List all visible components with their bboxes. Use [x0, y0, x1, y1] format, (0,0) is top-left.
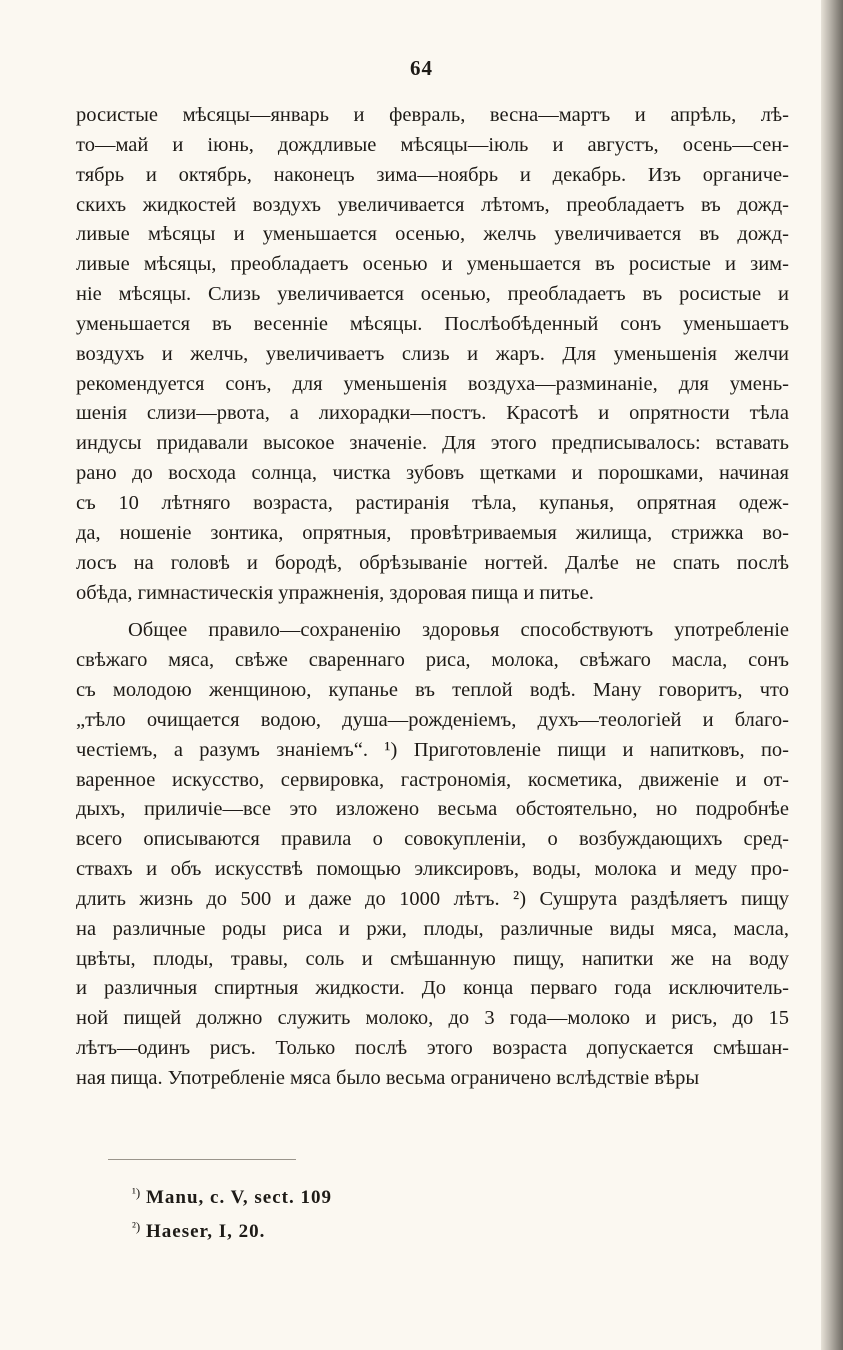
text-line: рекомендуется сонъ, для уменьшенія воздуха—разминаніе, для умень- — [76, 372, 789, 395]
text-line: варенное искусство, сервировка, гастрономія, косметика, движеніе и от- — [76, 768, 789, 791]
footnote-divider — [108, 1159, 296, 1160]
text-line: тябрь и октябрь, наконецъ зима—ноябрь и декабрь. Изъ органиче- — [76, 163, 789, 186]
text-line: и различныя спиртныя жидкости. До конца перваго года исключитель- — [76, 977, 789, 1000]
text-line: обѣда, гимнастическія упражненія, здоровая пища и питье. — [76, 581, 594, 604]
text-line: индусы придавали высокое значеніе. Для этого предписывалось: вставать — [76, 432, 789, 455]
text-line: ной пищей должно служить молоко, до 3 года—молоко и рисъ, до 15 — [76, 1007, 789, 1030]
footnote-1: $^{^1)}$ Manu, c. V, sect. 109 — [132, 1185, 333, 1208]
text-line: рано до восхода солнца, чистка зубовъ щетками и порошками, начиная — [76, 462, 789, 485]
text-line: скихъ жидкостей воздухъ увеличивается лѣтомъ, преобладаетъ въ дожд- — [76, 193, 789, 216]
text-line: да, ношеніе зонтика, опрятныя, провѣтриваемыя жилища, стрижка во- — [76, 521, 789, 544]
text-line: „тѣло очищается водою, душа—рожденіемъ, духъ—теологіей и благо- — [76, 708, 789, 731]
page-number: 64 — [410, 56, 433, 80]
body-text — [76, 101, 789, 1094]
text-line: ніе мѣсяцы. Слизь увеличивается осенью, преобладаетъ въ росистые и — [76, 283, 789, 306]
text-line: длить жизнь до 500 и даже до 1000 лѣтъ. ²) Сушрута раздѣляетъ пищу — [76, 887, 789, 910]
text-line: ствахъ и объ искусствѣ помощью эликсировъ, воды, молока и меду про- — [76, 858, 789, 881]
text-line: цвѣты, плоды, травы, соль и смѣшанную пищу, напитки же на воду — [76, 947, 789, 970]
text-line: то—май и іюнь, дождливые мѣсяцы—іюль и августъ, осень—сен- — [76, 133, 789, 156]
paragraph-2 — [76, 616, 789, 1094]
text-line: шенія слизи—рвота, а лихорадки—постъ. Красотѣ и опрятности тѣла — [76, 402, 789, 425]
text-line: лѣтъ—одинъ рисъ. Только послѣ этого возраста допускается смѣшан- — [76, 1037, 789, 1060]
text-line: съ 10 лѣтняго возраста, растиранія тѣла, купанья, опрятная одеж- — [76, 491, 789, 514]
text-line: уменьшается въ весенніе мѣсяцы. Послѣобѣденный сонъ уменьшаетъ — [76, 312, 789, 335]
text-line: съ молодою женщиною, купанье въ теплой водѣ. Ману говоритъ, что — [76, 679, 789, 702]
paragraph-1 — [76, 101, 789, 608]
text-line: ливые мѣсяцы, преобладаетъ осенью и уменьшается въ росистые и зим- — [76, 253, 789, 276]
text-line: свѣжаго мяса, свѣже свареннаго риса, молока, свѣжаго масла, сонъ — [76, 649, 789, 672]
text-line: дыхъ, приличіе—все это изложено весьма обстоятельно, но подробнѣе — [76, 798, 789, 821]
text-line: ливые мѣсяцы и уменьшается осенью, желчь увеличивается въ дожд- — [76, 223, 789, 246]
text-line: воздухъ и желчь, увеличиваетъ слизь и жаръ. Для уменьшенія желчи — [76, 342, 789, 365]
footnotes — [132, 1178, 332, 1246]
text-line: всего описываются правила о совокупленіи, о возбуждающихъ сред- — [76, 828, 789, 851]
text-line: ная пища. Употребленіе мяса было весьма ограничено вслѣдствіе вѣры — [76, 1067, 700, 1089]
footnote-2: $^{^2)}$ Haeser, I, 20. — [132, 1219, 266, 1242]
text-line: лосъ на головѣ и бородѣ, обрѣзываніе ногтей. Далѣе не спать послѣ — [76, 551, 789, 574]
text-line: росистые мѣсяцы—январь и февраль, весна—мартъ и апрѣль, лѣ- — [76, 104, 789, 126]
book-spine-shadow — [821, 0, 843, 1350]
text-line: Общее правило—сохраненію здоровья способствуютъ употребленіе — [128, 619, 789, 642]
text-line: на различные роды риса и ржи, плоды, различные виды мяса, масла, — [76, 917, 789, 940]
text-line: честіемъ, а разумъ знаніемъ“. ¹) Приготовленіе пищи и напитковъ, по- — [76, 738, 789, 761]
